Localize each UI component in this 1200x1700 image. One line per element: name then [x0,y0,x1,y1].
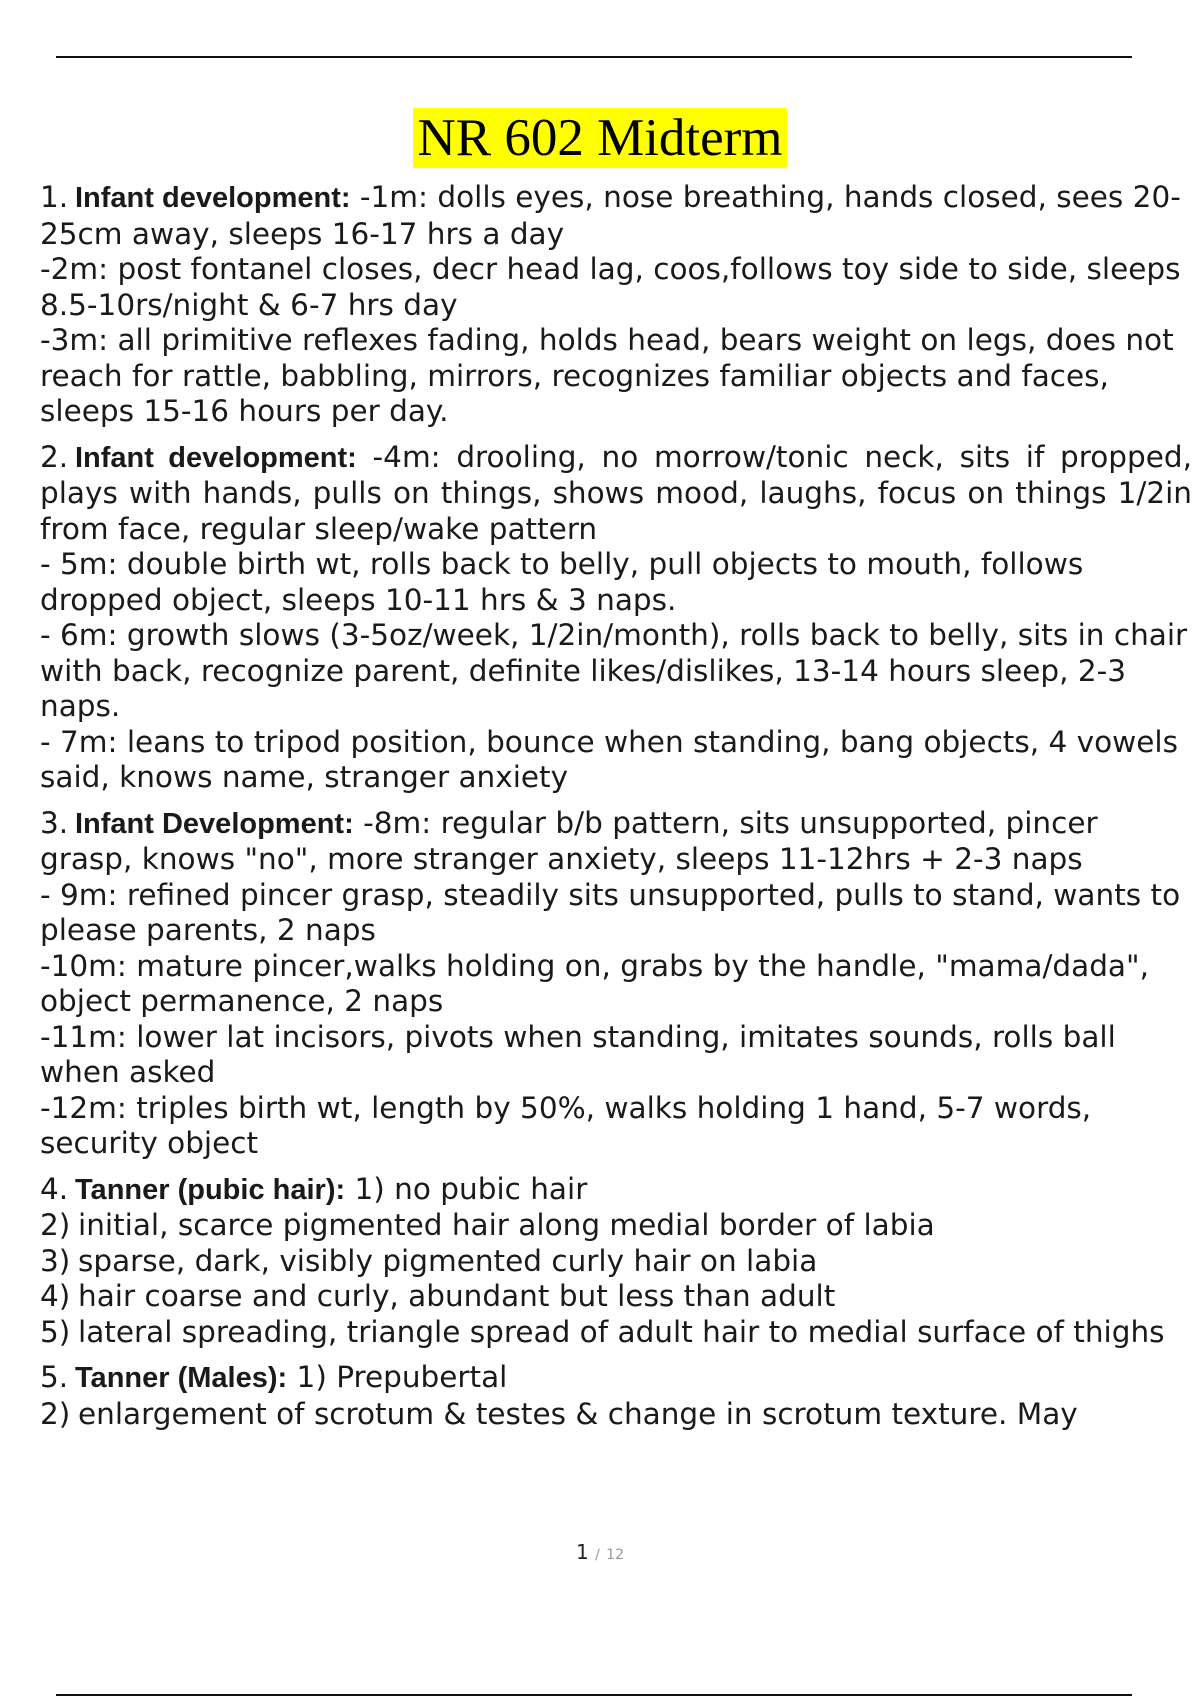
item-text: -8m: regular b/b pattern, sits unsupported, pincer grasp, knows "no", more stranger anxiety, sleeps 11-12hrs + 2-3 naps [40,805,1098,876]
item-label: Infant development: [75,441,357,474]
item-label: Tanner (Males): [75,1362,288,1394]
item-line: - 5m: double birth wt, rolls back to belly, pull objects to mouth, follows dropped object, sleeps 10-11 hrs & 3 naps. [40,547,1084,617]
item-line: - 7m: leans to tripod position, bounce when standing, bang objects, 4 vowels said, knows name, stranger anxiety [40,724,1178,794]
sub-item-number: 3) [40,1243,71,1278]
item-number: 2. [40,439,69,474]
page-current: 1 [576,1540,589,1564]
item-line: -10m: mature pincer,walks holding on, grabs by the handle, "mama/dada", object permanence, 2 naps [40,948,1149,1018]
item-number: 5. [40,1360,69,1394]
item-line: -11m: lower lat incisors, pivots when standing, imitates sounds, rolls ball when asked [40,1019,1116,1089]
sub-item-text: lateral spreading, triangle spread of adult hair to medial surface of thighs [78,1314,1165,1349]
sub-item-text: enlargement of scrotum & testes & change in scrotum texture. May [78,1396,1078,1431]
sub-item [40,1397,1192,1433]
top-rule [56,56,1132,58]
item-number: 4. [40,1171,69,1206]
list-item-2 [40,440,1192,796]
item-number: 3. [40,805,69,840]
document-title: NR 602 Midterm [413,108,786,168]
page-total: 12 [606,1547,624,1563]
list-item-4 [40,1172,1192,1351]
page-indicator [0,1540,1200,1564]
sub-item [40,1208,1192,1244]
sub-item-text: hair coarse and curly, abundant but less than adult [78,1279,836,1313]
item-label: Tanner (pubic hair): [75,1173,346,1206]
item-text: 1) no pubic hair [345,1171,588,1206]
title-container [0,108,1200,168]
list-item-5 [40,1360,1192,1432]
item-label: Infant development: [75,182,351,214]
sub-item-text: initial, scarce pigmented hair along medial border of labia [78,1208,935,1242]
item-line: -3m: all primitive reflexes fading, holds head, bears weight on legs, does not reach for rattle, babbling, mirrors, recognizes familiar objects and faces, sleeps 15-16 hours per day. [40,323,1174,428]
item-line: -12m: triples birth wt, length by 50%, walks holding 1 hand, 5-7 words, security object [40,1090,1092,1160]
item-text: -4m: drooling, no morrow/tonic neck, sits if propped, plays with hands, pulls on things, shows mood, laughs, focus on things 1/2in from face, regular sleep/wake pattern [40,439,1193,546]
sub-item-number: 2) [40,1208,71,1242]
sub-item [40,1244,1192,1280]
document-body [40,180,1192,1442]
sub-item [40,1315,1192,1351]
page-separator: / [595,1547,600,1563]
list-item-1 [40,180,1192,430]
item-text: -1m: dolls eyes, nose breathing, hands closed, sees 20-25cm away, sleeps 16-17 hrs a day [40,180,1181,251]
sub-item-text: sparse, dark, visibly pigmented curly hair on labia [78,1243,818,1278]
list-item-3 [40,806,1192,1162]
item-number: 1. [40,180,69,214]
item-label: Infant Development: [75,807,354,840]
sub-item [40,1279,1192,1315]
item-line: -2m: post fontanel closes, decr head lag, coos,follows toy side to side, sleeps 8.5-10rs/night & 6-7 hrs day [40,252,1181,322]
sub-item-number: 4) [40,1279,71,1313]
bottom-rule [56,1694,1132,1696]
sub-item-number: 2) [40,1396,71,1431]
item-line: - 9m: refined pincer grasp, steadily sits unsupported, pulls to stand, wants to please parents, 2 naps [40,877,1181,947]
item-text: 1) Prepubertal [287,1360,508,1394]
item-line: - 6m: growth slows (3-5oz/week, 1/2in/month), rolls back to belly, sits in chair with back, recognize parent, definite likes/dislikes, 13-14 hours sleep, 2-3 naps. [40,618,1188,723]
sub-item-number: 5) [40,1314,71,1349]
